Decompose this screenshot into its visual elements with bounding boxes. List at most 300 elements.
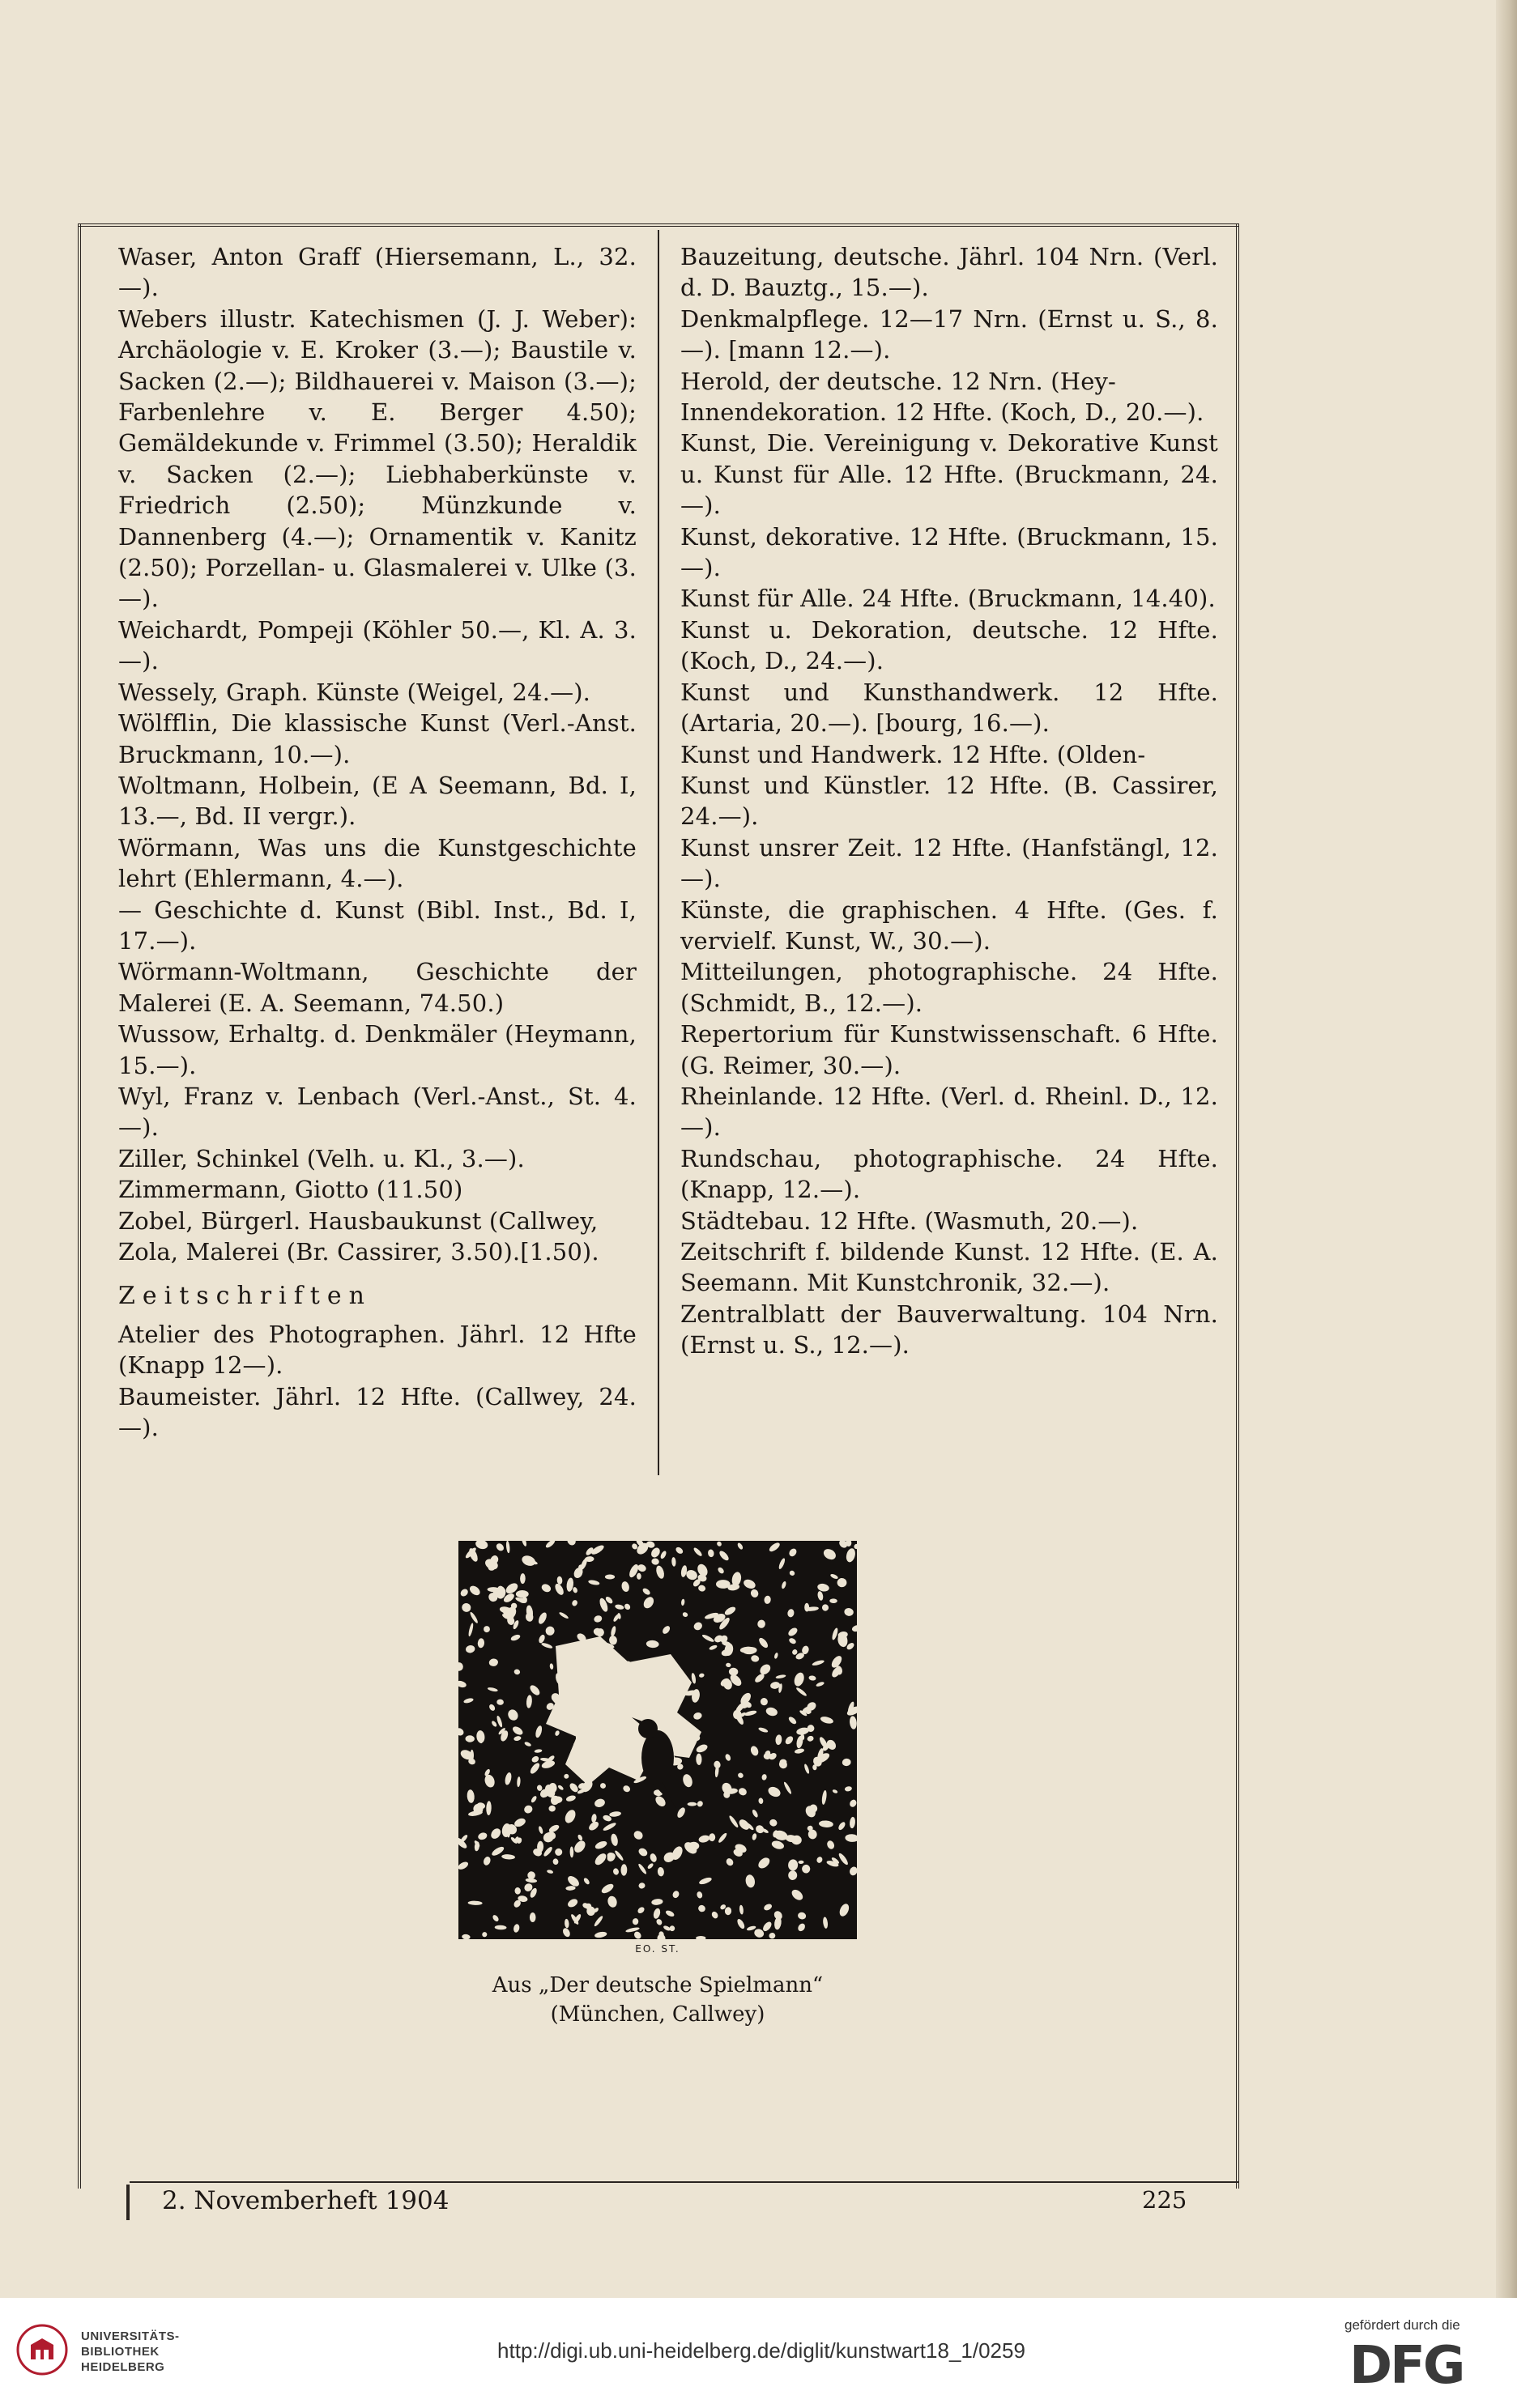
leaf-mark [538,1826,543,1835]
leaf-mark [784,1735,795,1746]
leaf-mark [535,1725,543,1738]
leaf-mark [729,1667,739,1676]
leaf-mark [602,1822,616,1832]
leaf-mark [744,1710,757,1717]
leaf-mark [816,1583,829,1593]
leaf-mark [582,1877,590,1885]
leaf-mark [688,1802,697,1806]
leaf-mark [801,1864,811,1874]
leaf-mark [468,1900,483,1905]
bibliography-entry: Zola, Malerei (Br. Cassirer, 3.50).[1.50). [118,1238,599,1266]
leaf-mark [854,1543,857,1549]
leaf-mark [565,1919,569,1929]
leaf-mark [641,1587,651,1596]
leaf-mark [622,1785,632,1793]
footer-rule [130,2181,1239,2183]
leaf-mark [633,1829,645,1841]
bibliography-entry: Wussow, Erhaltg. d. Denkmäler (Heymann, 15.—). [118,1020,637,1079]
leaf-mark [723,1606,737,1617]
leaf-mark [571,1599,578,1607]
leaf-mark [554,1848,563,1857]
leaf-mark [599,1782,607,1789]
leaf-mark [495,1925,507,1929]
leaf-mark [713,1760,721,1769]
leaf-mark [766,1785,782,1799]
leaf-mark [709,1644,718,1651]
leaf-mark [822,1917,828,1929]
leaf-mark [486,1801,492,1815]
library-name[interactable] [81,2329,180,2375]
leaf-mark [544,1541,556,1549]
leaf-mark [848,1866,857,1877]
leaf-mark [788,1637,797,1645]
leaf-mark [793,1671,806,1687]
leaf-mark [671,1890,680,1899]
leaf-mark [530,1912,536,1922]
frame-top-rule [78,223,1239,227]
leaf-mark [541,1642,553,1649]
leaf-mark [483,1856,492,1866]
leaf-mark [756,1856,772,1870]
leaf-mark [816,1856,824,1864]
leaf-mark [501,1854,515,1860]
leaf-mark [826,1840,836,1850]
leaf-mark [659,1550,667,1559]
leaf-mark [789,1570,796,1577]
leaf-mark [538,1634,546,1644]
leaf-mark [746,1925,756,1932]
leaf-mark [697,1585,706,1593]
leaf-mark [798,1861,803,1865]
leaf-mark [764,1595,772,1604]
bibliography-entry: Weichardt, Pompeji (Köhler 50.—, Kl. A. 3.—). [118,615,637,675]
leaf-mark [829,1598,837,1603]
periodical-entry: Städtebau. 12 Hfte. (Wasmuth, 20.—). [680,1206,1139,1235]
leaf-mark [459,1588,470,1598]
leaf-mark [697,1904,706,1913]
leaf-mark [620,1864,627,1876]
leaf-mark [717,1566,725,1574]
library-name-line: BIBLIOTHEK [81,2345,160,2359]
library-name-line: HEIDELBERG [81,2360,165,2374]
leaf-mark [696,1563,709,1578]
woodcut-illustration [458,1541,857,1939]
leaf-mark [817,1590,825,1601]
bibliography-entry: Wörmann, Was uns die Kunstgeschichte lehrt (Ehlermann, 4.—). [118,833,637,893]
leaf-mark [653,1908,662,1920]
leaf-mark [591,1814,598,1823]
leaf-mark [803,1763,810,1774]
leaf-mark [536,1785,543,1792]
leaf-mark [787,1547,798,1558]
leaf-mark [670,1925,675,1931]
leaf-mark [614,1849,624,1861]
leaf-mark [752,1809,760,1819]
leaf-mark [484,1773,496,1789]
leaf-mark [696,1800,704,1808]
leaf-mark [842,1758,851,1766]
periodical-entry: Kunst, Die. Vereinigung v. Dekorative Kunst u. Kunst für Alle. 12 Hfte. (Bruckmann, 24.—). [680,429,1218,520]
leaf-mark [609,1810,622,1817]
leaf-mark [778,1558,786,1570]
woodcut-svg [458,1541,857,1939]
leaf-mark [553,1582,565,1596]
leaf-mark [698,1876,713,1886]
leaf-mark [510,1633,522,1641]
leaf-mark [467,1789,475,1803]
leaf-mark [744,1874,756,1888]
leaf-mark [769,1818,778,1827]
leaf-mark [588,1579,600,1585]
leaf-mark [484,1626,490,1632]
page-edge [1496,0,1517,2298]
leaf-mark [605,1575,615,1580]
leaf-mark [531,1795,538,1803]
leaf-mark [594,1797,606,1808]
leaf-mark [514,1887,521,1895]
leaf-mark [780,1759,787,1765]
leaf-mark [607,1895,618,1908]
leaf-mark [569,1846,573,1857]
leaf-mark [701,1633,715,1643]
leaf-mark [829,1573,838,1580]
bibliography-entry: Waser, Anton Graff (Hiersemann, L., 32.—). [118,243,637,302]
leaf-mark [822,1546,838,1561]
leaf-mark [492,1914,500,1923]
leaf-mark [837,1578,847,1588]
bibliography-entry: Wessely, Graph. Künste (Weigel, 24.—). [118,678,591,706]
leaf-mark [657,1867,664,1877]
leaf-mark [525,1878,537,1883]
leaf-mark [671,1557,676,1567]
leaf-mark [537,1611,548,1625]
leaf-mark [543,1846,554,1858]
periodical-entry: Kunst unsrer Zeit. 12 Hfte. (Hanfstängl, 12.—). [680,833,1218,893]
leaf-mark [513,1735,522,1742]
periodical-entry: Kunst und Kunsthandwerk. 12 Hfte. (Artaria, 20.—). [bourg, 16.—). [680,678,1218,738]
leaf-mark [547,1870,554,1874]
periodical-entry: Denkmalpflege. 12—17 Nrn. (Ernst u. S., 8.—). [mann 12.—). [680,304,1218,364]
leaf-mark [649,1853,658,1863]
leaf-mark [769,1932,776,1939]
leaf-mark [600,1882,615,1895]
leaf-mark [556,1576,562,1585]
leaf-mark [845,1547,857,1563]
leaf-mark [849,1817,855,1829]
leaf-mark [646,1640,658,1648]
leaf-mark [489,1827,503,1840]
leaf-mark [821,1790,828,1806]
leaf-mark [692,1712,703,1721]
periodical-entry: Zentralblatt der Bauverwaltung. 104 Nrn. (Ernst u. S., 12.—). [680,1300,1218,1359]
leaf-mark [718,1550,730,1563]
leaf-mark [696,1891,703,1899]
leaf-mark [558,1611,569,1619]
periodical-entry: Kunst und Handwerk. 12 Hfte. (Olden- [680,740,1146,768]
leaf-mark [831,1627,839,1640]
leaf-mark [549,1663,554,1670]
leaf-mark [716,1580,731,1589]
leaf-mark [563,1808,577,1825]
leaf-mark [749,1588,760,1598]
permalink-url[interactable]: http://digi.ub.uni-heidelberg.de/diglit/kunstwart18_1/0259 [497,2338,1025,2363]
leaf-mark [468,1584,482,1597]
leaf-mark [552,1858,559,1866]
leaf-mark [726,1662,731,1667]
leaf-mark [695,1743,709,1755]
leaf-mark [638,1882,646,1889]
leaf-mark [521,1541,528,1546]
leaf-mark [675,1806,686,1819]
leaf-mark [534,1749,542,1754]
caption-line: Aus „Der deutsche Spielmann“ [492,1973,824,1997]
leaf-mark [844,1786,852,1792]
leaf-mark [573,1839,588,1855]
leaf-mark [736,1918,746,1930]
leaf-mark [675,1546,684,1555]
leaf-mark [462,1934,471,1939]
leaf-mark [624,1602,632,1610]
leaf-mark [781,1581,786,1589]
leaf-mark [819,1820,833,1828]
leaf-mark [787,1716,797,1725]
leaf-mark [637,1863,648,1875]
leaf-mark [837,1902,850,1917]
right-column [680,241,1218,1361]
university-logo-icon[interactable] [16,2324,68,2376]
leaf-mark [477,1638,484,1649]
leaf-mark [458,1861,470,1871]
leaf-mark [564,1773,569,1779]
leaf-mark [765,1706,779,1717]
leaf-mark [593,1615,603,1623]
leaf-mark [794,1748,804,1755]
leaf-mark [565,1794,577,1802]
leaf-mark [594,1931,607,1938]
leaf-mark [610,1833,619,1847]
leaf-mark [728,1815,739,1828]
leaf-mark [691,1673,697,1684]
leaf-mark [849,1716,857,1729]
leaf-mark [651,1558,660,1566]
leaf-mark [577,1834,583,1841]
leaf-mark [821,1603,829,1611]
leaf-mark [775,1734,782,1746]
leaf-mark [797,1922,807,1933]
frame-left-rule [78,223,81,2189]
leaf-mark [572,1586,578,1593]
funding-label: gefördert durch die [1344,2317,1460,2333]
illustration-caption [454,1971,862,2029]
leaf-mark [565,1541,577,1546]
leaf-mark [775,1674,786,1679]
column-divider [658,230,659,1475]
page-number: 225 [1142,2186,1187,2214]
leaf-mark [761,1774,768,1781]
leaf-mark [526,1695,532,1708]
leaf-mark [496,1715,503,1728]
leaf-mark [458,1680,467,1689]
leaf-mark [506,1708,520,1722]
leaf-mark [725,1857,735,1866]
leaf-mark [544,1625,556,1636]
leaf-mark [524,1741,532,1747]
leaf-mark [527,1871,536,1880]
leaf-mark [513,1669,521,1676]
section-heading: Zeitschriften [118,1282,372,1311]
leaf-mark [696,1754,701,1766]
leaf-mark [737,1772,744,1779]
leaf-mark [632,1918,639,1925]
periodical-entry: Rheinlande. 12 Hfte. (Verl. d. Rheinl. D., 12.—). [680,1082,1218,1142]
leaf-mark [851,1624,857,1633]
woodcut-signature: EO. ST. [635,1943,680,1955]
leaf-mark [724,1753,731,1761]
periodical-entry: Zeitschrift f. bildende Kunst. 12 Hfte. (E. A. Seemann. Mit Kunstchronik, 32.—). [680,1238,1218,1297]
leaf-mark [754,1823,765,1835]
leaf-mark [757,1636,769,1649]
periodical-entry: Künste, die graphischen. 4 Hfte. (Ges. f. vervielf. Kunst, W., 30.—). [680,896,1218,955]
leaf-mark [808,1675,816,1681]
leaf-mark [504,1772,513,1785]
library-name-line: UNIVERSITÄTS- [81,2329,180,2343]
leaf-mark [756,1619,765,1629]
leaf-mark [458,1726,465,1737]
leaf-mark [467,1623,474,1636]
leaf-mark [692,1621,704,1632]
issue-label: 2. Novemberheft 1904 [162,2186,450,2215]
leaf-mark [520,1573,526,1584]
periodical-entry: Rundschau, photographische. 24 Hfte. (Knapp, 12.—). [680,1144,1218,1204]
leaf-mark [463,1697,474,1704]
leaf-mark [620,1581,630,1593]
viewer-footer-bar [0,2298,1517,2408]
leaf-mark [665,1909,675,1918]
leaf-mark [788,1870,797,1880]
leaf-mark [531,1755,539,1764]
leaf-mark [682,1611,688,1618]
periodical-entry: Innendekoration. 12 Hfte. (Koch, D., 20.—). [680,398,1204,427]
periodical-entry: Repertorium für Kunstwissenschaft. 6 Hfte. (G. Reimer, 30.—). [680,1020,1218,1079]
bibliography-entry: Wyl, Franz v. Lenbach (Verl.-Anst., St. 4.—). [118,1082,637,1142]
leaf-mark [707,1549,714,1558]
leaf-mark [758,1726,769,1733]
leaf-mark [716,1541,722,1547]
leaf-mark [469,1611,479,1624]
leaf-mark [615,1604,624,1610]
leaf-mark [566,1897,579,1908]
leaf-mark [786,1626,799,1637]
leaf-mark [844,1607,854,1617]
leaf-mark [488,1704,496,1712]
footer-bar [126,2185,130,2220]
periodical-entry: Kunst, dekorative. 12 Hfte. (Bruckmann, 15.—). [680,522,1218,582]
leaf-mark [816,1681,825,1687]
leaf-mark [540,1583,552,1594]
leaf-mark [783,1781,793,1795]
leaf-mark [758,1662,773,1677]
leaf-mark [749,1745,760,1757]
leaf-mark [698,1834,710,1844]
leaf-mark [787,1609,795,1619]
leaf-mark [737,1787,748,1797]
leaf-mark [771,1840,786,1851]
leaf-mark [812,1659,825,1666]
caption-line: (München, Callwey) [550,2002,765,2027]
leaf-mark [557,1785,565,1791]
leaf-mark [491,1720,498,1727]
leaf-mark [820,1716,834,1725]
left-column [118,241,637,1443]
periodical-entry: Bauzeitung, deutsche. Jährl. 104 Nrn. (Verl. d. D. Bauztg., 15.—). [680,243,1218,302]
leaf-mark [849,1798,857,1808]
leaf-mark [650,1546,662,1559]
leaf-mark [548,1805,556,1811]
leaf-mark [565,1886,576,1891]
bibliography-entry: Zobel, Bürgerl. Hausbaukunst (Callwey, [118,1206,599,1235]
leaf-mark [465,1644,475,1653]
leaf-mark [837,1852,850,1866]
leaf-mark [475,1541,489,1551]
leaf-mark [593,1915,603,1927]
dfg-logo[interactable]: DFG [1349,2336,1464,2396]
leaf-mark [692,1546,703,1557]
leaf-mark [725,1907,732,1916]
bibliography-entry: Wölfflin, Die klassische Kunst (Verl.-Anst. Bruckmann, 10.—). [118,709,637,768]
leaf-mark [637,1847,649,1858]
leaf-mark [477,1832,488,1841]
bibliography-entry: Zimmermann, Giotto (11.50) [118,1176,463,1204]
leaf-mark [661,1624,671,1635]
leaf-mark [481,1931,488,1938]
leaf-mark [517,1776,521,1787]
leaf-mark [637,1906,646,1915]
leaf-mark [488,1658,498,1667]
bibliography-entry: Woltmann, Holbein, (E A Seemann, Bd. I, 13.—, Bd. II vergr.). [118,771,637,831]
leaf-mark [742,1578,756,1591]
leaf-mark [654,1564,665,1579]
leaf-mark [751,1654,760,1662]
leaf-mark [458,1662,463,1671]
leaf-mark [561,1927,571,1938]
leaf-mark [752,1833,757,1841]
bibliography-entry: Ziller, Schinkel (Velh. u. Kl., 3.—). [118,1144,525,1172]
leaf-mark [505,1541,510,1553]
leaf-mark [511,1725,524,1736]
leaf-mark [522,1804,534,1815]
leaf-mark [790,1887,804,1902]
leaf-mark [788,1859,799,1871]
leaf-mark [832,1789,838,1793]
leaf-mark [646,1862,654,1870]
leaf-mark [651,1898,663,1905]
leaf-mark [736,1542,744,1550]
frame-right-rule [1236,223,1239,2189]
leaf-mark [594,1840,607,1850]
leaf-mark [641,1595,655,1610]
leaf-mark [718,1832,728,1844]
leaf-mark [461,1602,472,1613]
leaf-mark [768,1541,781,1553]
leaf-mark [709,1833,715,1841]
leaf-mark [797,1912,807,1921]
leaf-mark [465,1735,475,1742]
leaf-mark [637,1563,647,1573]
periodical-entry: Kunst und Künstler. 12 Hfte. (B. Cassirer, 24.—). [680,771,1218,831]
bibliography-entry: — Geschichte d. Kunst (Bibl. Inst., Bd. I, 17.—). [118,896,637,955]
bibliography-entry: Webers illustr. Katechismen (J. J. Weber): Archäologie v. E. Kroker (3.—); Baustile v. Sacken (2.—); Bildhauerei v. Maison (3.—); Farbenlehre v. E. Berger 4.50); Gemäldekunde v. Frimmel (3.50); Heraldik v. Sacken (2.—); Liebhaberkünste v. Friedrich (2.50); Münzkunde v. Dannenberg (4.—); Ornamentik v. Kanitz (2.50); Porzellan- u. Glasmalerei v. Ulke (3.—). [118,304,637,613]
periodical-entry: Kunst u. Dekoration, deutsche. 12 Hfte. (Koch, D., 24.—). [680,615,1218,675]
